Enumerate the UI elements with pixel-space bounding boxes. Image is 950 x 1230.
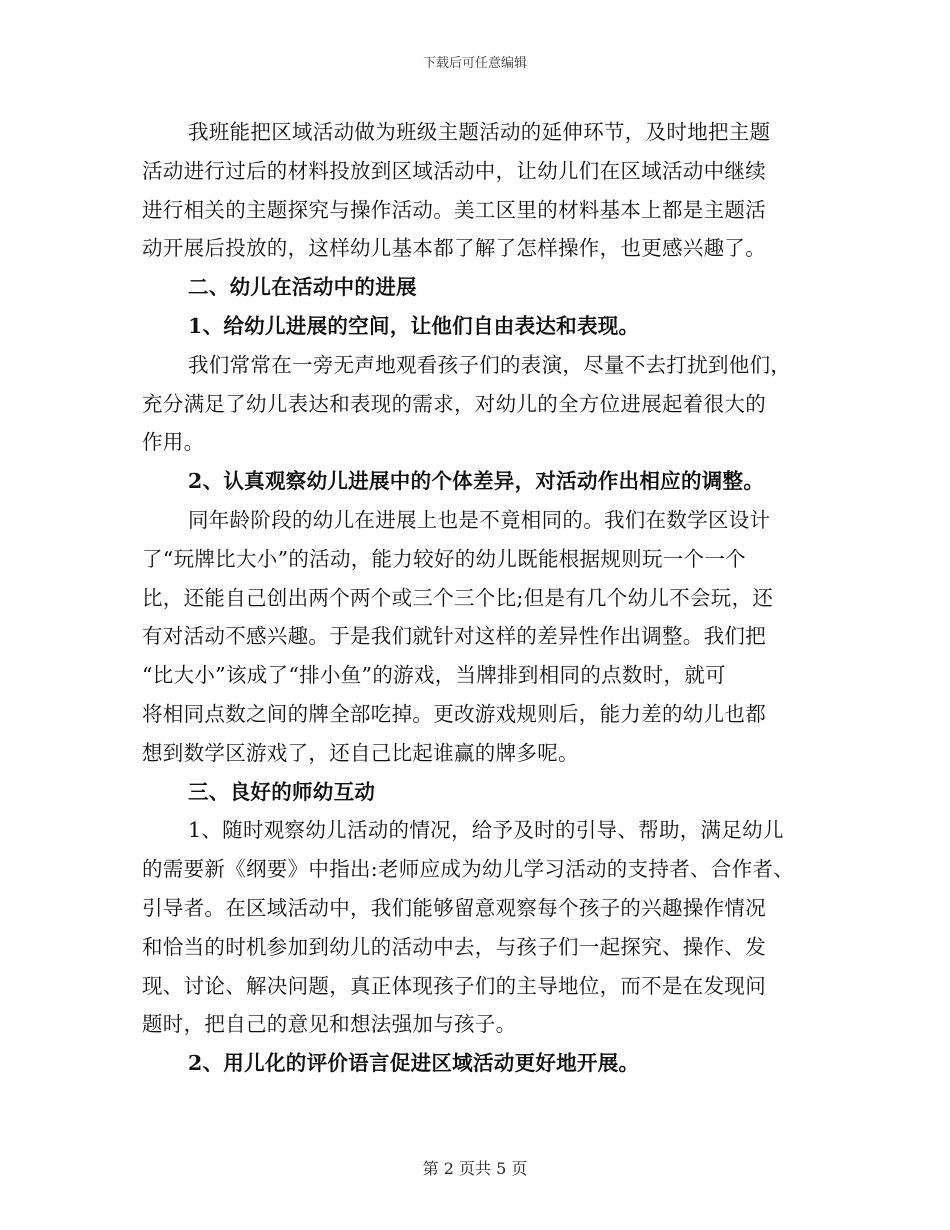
paragraph-line: 和恰当的时机参加到幼儿的活动中去，与孩子们一起探究、操作、发 xyxy=(142,934,766,959)
paragraph-line: 我们常常在一旁无声地观看孩子们的表演，尽量不去打扰到他们， xyxy=(188,352,792,377)
paragraph-line: 作用。 xyxy=(142,430,205,455)
paragraph-line: 活动进行过后的材料投放到区域活动中，让幼儿们在区域活动中继续 xyxy=(142,158,766,183)
paragraph-line: 充分满足了幼儿表达和表现的需求，对幼儿的全方位进展起着很大的 xyxy=(142,391,766,416)
paragraph-line: 动开展后投放的，这样幼儿基本都了解了怎样操作，也更感兴趣了。 xyxy=(142,236,766,261)
paragraph-line: 比，还能自己创出两个两个或三个三个比;但是有几个幼儿不会玩，还 xyxy=(142,585,774,610)
paragraph-line: 我班能把区域活动做为班级主题活动的延伸环节，及时地把主题 xyxy=(188,120,771,144)
paragraph-line: 将相同点数之间的牌全部吃掉。更改游戏规则后，能力差的幼儿也都 xyxy=(142,701,766,726)
paragraph-line: 了“玩牌比大小”的活动，能力较好的幼儿既能根据规则玩一个一个 xyxy=(142,546,746,571)
section-heading-line: 三、良好的师幼互动 xyxy=(188,779,376,804)
paragraph-line: 的需要新《纲要》中指出:老师应成为幼儿学习活动的支持者、合作者、 xyxy=(142,857,795,882)
page-header: 下载后可任意编辑 xyxy=(422,56,527,71)
paragraph-line: 1、随时观察幼儿活动的情况，给予及时的引导、帮助，满足幼儿 xyxy=(188,818,784,843)
paragraph-line: 进行相关的主题探究与操作活动。美工区里的材料基本上都是主题活 xyxy=(142,197,766,222)
paragraph-line: 有对活动不感兴趣。于是我们就针对这样的差异性作出调整。我们把 xyxy=(142,624,766,649)
paragraph-line: 引导者。在区域活动中，我们能够留意观察每个孩子的兴趣操作情况 xyxy=(142,895,766,920)
paragraph-line: “比大小”该成了“排小鱼”的游戏，当牌排到相同的点数时，就可 xyxy=(142,663,726,688)
section-heading-line: 1、给幼儿进展的空间，让他们自由表达和表现。 xyxy=(188,313,640,338)
document-body xyxy=(142,113,812,1083)
section-heading-line: 2、用儿化的评价语言促进区域活动更好地开展。 xyxy=(188,1051,640,1076)
paragraph-line: 同年龄阶段的幼儿在进展上也是不竟相同的。我们在数学区设计 xyxy=(188,507,771,532)
page-footer: 第 2 页共 5 页 xyxy=(422,1159,528,1178)
section-heading-line: 二、幼儿在活动中的进展 xyxy=(188,275,417,300)
paragraph-line: 题时，把自己的意见和想法强加与孩子。 xyxy=(142,1012,517,1037)
paragraph-line: 想到数学区游戏了，还自己比起谁赢的牌多呢。 xyxy=(142,740,579,765)
section-heading-line: 2、认真观察幼儿进展中的个体差异，对活动作出相应的调整。 xyxy=(188,469,765,494)
paragraph-line: 现、讨论、解决问题，真正体现孩子们的主导地位，而不是在发现问 xyxy=(142,973,766,998)
